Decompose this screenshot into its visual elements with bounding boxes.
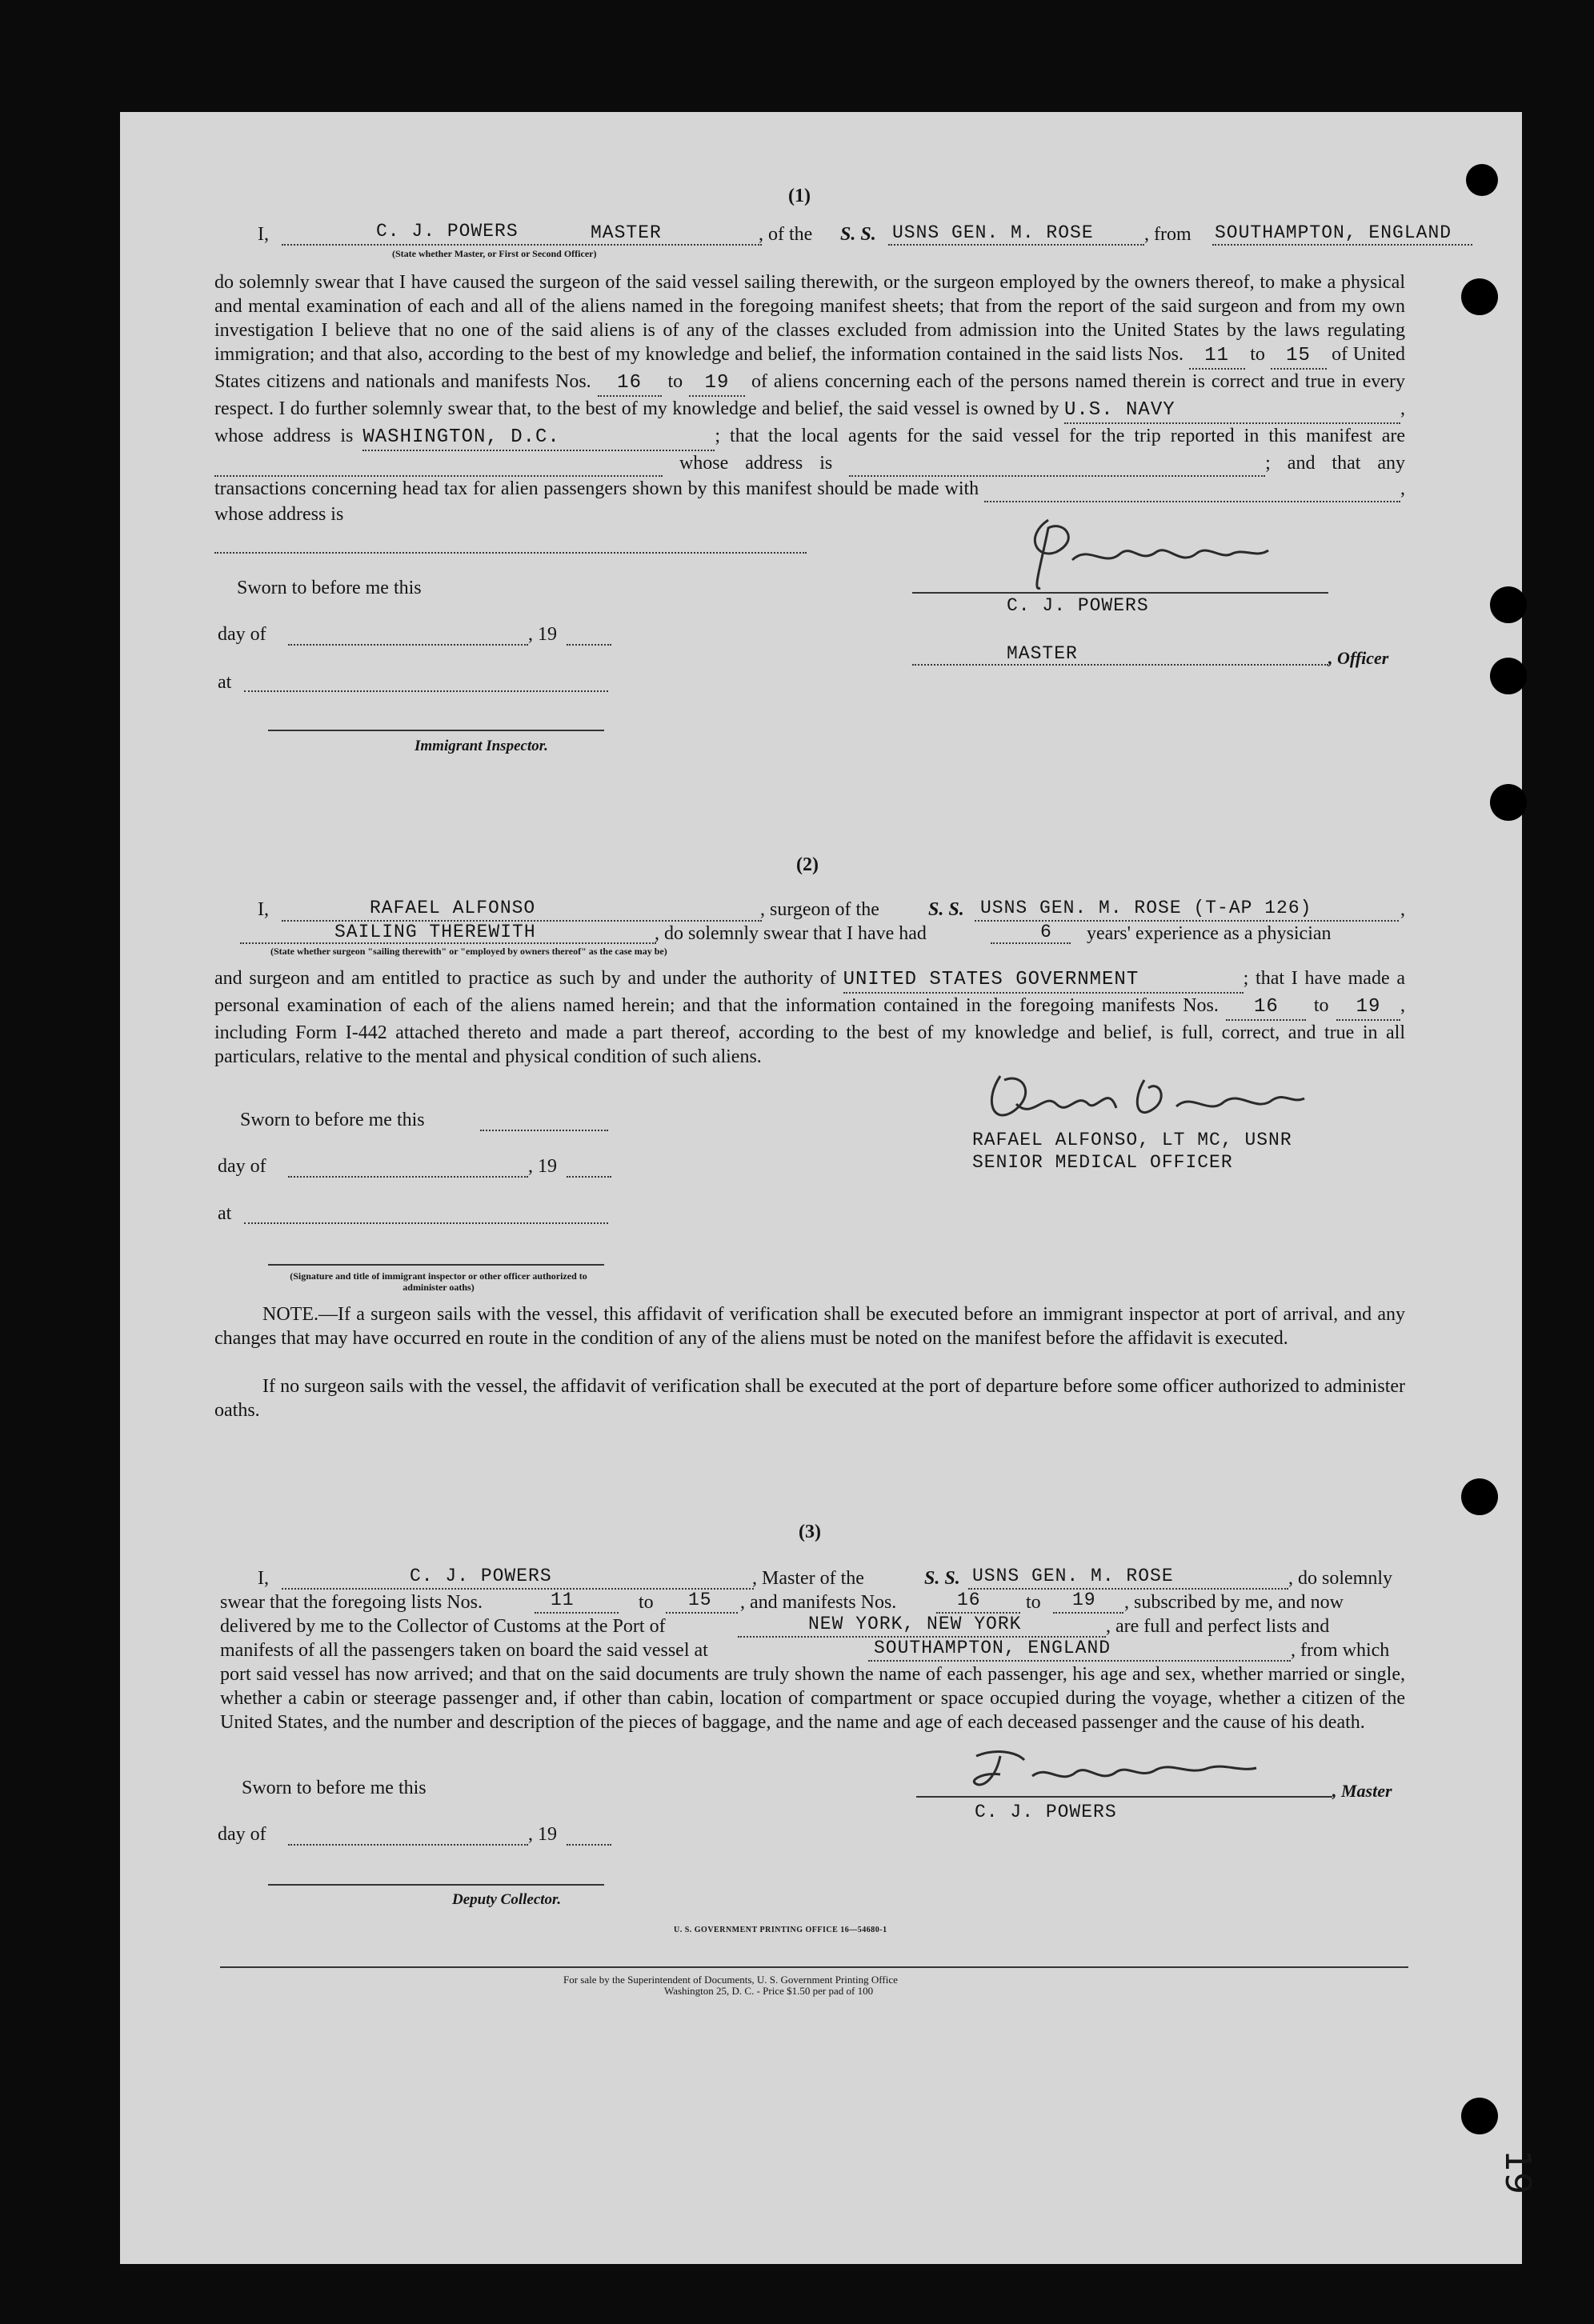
s1-sig-name: C. J. POWERS (1007, 595, 1149, 616)
s1-p4-text: ; and that any transactions concerning head tax for alien passengers shown by this manifest should be made with (214, 453, 1406, 499)
s1-of-the: , of the (759, 224, 813, 245)
s3-ss: S. S. (924, 1568, 960, 1589)
s3-deputy-line (268, 1884, 604, 1886)
s2-paragraph: and surgeon and am entitled to practice as such by and under the authority of UNITED STATES GOVERNMENT ; that I have made a personal examination of each of the aliens named herein; and that the information contained in the foregoing manifests Nos. 16 to 19 , including Form I-442 attached thereto and made a part thereof, according to the best of my knowledge and belief, is full, correct, and true in all particulars, relative to the mental and physical condition of such aliens. (214, 968, 1406, 1067)
s1-at-line (244, 690, 608, 692)
s3-lists-to-line (666, 1612, 738, 1614)
s2-note2-text: If no surgeon sails with the vessel, the affidavit of verification shall be executed at the port of departure before some officer authorized to administer oaths. (214, 1376, 1405, 1421)
s2-day-line (288, 1176, 528, 1178)
s2-authority: UNITED STATES GOVERNMENT (843, 968, 1244, 994)
s1-year-line (567, 644, 611, 646)
punch-hole (1466, 164, 1498, 196)
s3-to-2: to (1026, 1592, 1041, 1613)
footer-rule (220, 1966, 1408, 1968)
margin-page-number: 19 (1497, 2150, 1538, 2194)
s3-19: , 19 (528, 1824, 557, 1845)
s3-p4-text: port said vessel has now arrived; and that on the said documents are truly shown the name of each passenger, his age and sex, whether married or single, whether a cabin or steerage passenger and, if other than cabin, location of compartment or space occupied during the voyage, whether a citizen of the United States, and the number and description of the pieces of baggage, and the name and age of each deceased passenger and the cause of his death. (220, 1664, 1405, 1733)
s3-p2b: , are full and perfect lists and (1106, 1616, 1330, 1637)
s3-day-of: day of (218, 1824, 266, 1845)
punch-hole (1461, 2098, 1498, 2134)
section-2-number: (2) (796, 854, 819, 875)
s3-p3b: , from which (1291, 1640, 1390, 1661)
section-3-number: (3) (799, 1522, 821, 1542)
s3-p3a: manifests of all the passengers taken on board the said vessel at (220, 1640, 708, 1661)
s3-lists-from-line (535, 1612, 619, 1614)
s2-note-2 (214, 1374, 1405, 1422)
s1-lists-to: 15 (1271, 344, 1327, 370)
s2-p2-text: that I have made a personal examination of each of the aliens named herein; and that the information contained in the foregoing manifests Nos. (214, 968, 1406, 1016)
s3-master: , Master (1332, 1781, 1392, 1801)
s3-lists-from: 11 (551, 1590, 575, 1610)
s1-owner-addr: WASHINGTON, D.C. (362, 426, 715, 451)
s3-day-line (288, 1844, 528, 1846)
s2-i: I, (258, 899, 269, 920)
s1-rank-note: (State whether Master, or First or Second Officer) (392, 248, 597, 259)
s2-day-of: day of (218, 1156, 266, 1177)
s3-p1a: swear that the foregoing lists Nos. (220, 1592, 483, 1613)
punch-hole (1490, 784, 1527, 821)
s1-inspector-line (268, 730, 604, 731)
s1-name: C. J. POWERS (376, 221, 519, 242)
s1-owner-addr-label: , whose address is (214, 398, 1405, 446)
s1-to: to (1250, 344, 1265, 365)
s2-inspector-line (268, 1264, 604, 1266)
s3-master-of: , Master of the (752, 1568, 864, 1589)
s1-p2a-text: of United States citizens and nationals and manifests Nos. (214, 344, 1406, 392)
s3-port: NEW YORK, NEW YORK (808, 1614, 1022, 1634)
s1-port: SOUTHAMPTON, ENGLAND (1215, 222, 1452, 243)
s1-ship: USNS GEN. M. ROSE (892, 222, 1094, 243)
s3-sig-line (916, 1796, 1332, 1798)
s2-note (214, 1302, 1405, 1350)
s2-sig-line-2: SENIOR MEDICAL OFFICER (972, 1152, 1233, 1173)
s3-to: to (639, 1592, 654, 1613)
punch-hole (1490, 658, 1527, 694)
s1-ss: S. S. (840, 224, 876, 245)
s2-ship: USNS GEN. M. ROSE (T-AP 126) (980, 898, 1312, 918)
s1-signature (992, 504, 1296, 600)
s1-paragraph-1: do solemnly swear that I have caused the surgeon of the said vessel sailing therewith, or the surgeon employed by the owners thereof, to make a physical and mental examination of each and all of the aliens named in the foregoing manifest sheets; that from the report of the said surgeon and from my own investigation I believe that no one of the said aliens is of any of the classes excluded from admission into the United States by the laws regulating immigration; and that also, according to the best of my knowledge and belief, the information contained in the said lists Nos. 11 to 15 of United States citizens and nationals and manifests Nos. 16 to 19 of aliens concerning each of the persons named therein is correct and true in every respect. I do further solemnly swear that, to the best of my knowledge and belief, the said vessel is owned by U.S. NAVY , whose address is WASHINGTON, D.C. ; that the local agents for the said vessel for the trip reported in this manifest are whose address is ; and that any transactions concerning head tax for alien passengers shown by this manifest should be made with , whose address is (214, 272, 1406, 525)
s2-sworn-line (480, 1130, 608, 1131)
s2-p1-text: and surgeon and am entitled to practice as such by and under the authority of (214, 968, 836, 989)
s2-years-exp: years' experience as a physician (1087, 923, 1332, 944)
s2-19: , 19 (528, 1156, 557, 1177)
s1-inspector: Immigrant Inspector. (415, 738, 548, 754)
s2-at: at (218, 1203, 232, 1224)
s2-p3-text: , including Form I-442 attached thereto and made a part thereof, according to the best of my knowledge and belief, is full, correct, and true in all particulars, relative to the mental and physical condition of such aliens. (214, 995, 1406, 1067)
s3-paragraph (220, 1662, 1405, 1734)
s2-comma: , (1400, 899, 1405, 920)
s1-lists-from: 11 (1189, 344, 1245, 370)
s3-ship: USNS GEN. M. ROSE (972, 1566, 1174, 1586)
s1-extra-line (214, 552, 807, 554)
s1-rank: MASTER (591, 222, 662, 243)
s3-i: I, (258, 1568, 269, 1589)
s2-sailing-note: (State whether surgeon "sailing therewith" or "employed by owners thereof" as the case may be) (270, 946, 667, 957)
s1-19: , 19 (528, 624, 557, 645)
s2-sworn: Sworn to before me this (240, 1110, 425, 1130)
s2-ss: S. S. (928, 899, 964, 920)
s2-years: 6 (1040, 922, 1052, 942)
s3-name: C. J. POWERS (410, 1566, 552, 1586)
footer-sale-2: Washington 25, D. C. - Price $1.50 per pad of 100 (664, 1985, 874, 1997)
s2-man-from: 16 (1226, 995, 1306, 1021)
s1-officer: , Officer (1328, 648, 1389, 668)
s3-p1b: , and manifests Nos. (740, 1592, 897, 1613)
s1-man-to: 19 (689, 371, 745, 397)
punch-hole (1490, 586, 1527, 623)
s2-at-line (244, 1222, 608, 1224)
s1-p4-end: , whose address is (214, 478, 1406, 525)
s1-p3-text: that the local agents for the said vessel for the trip reported in this manifest are (730, 426, 1406, 446)
s3-from-port-line (868, 1660, 1291, 1662)
s1-day-line (288, 644, 528, 646)
s2-note-text: NOTE.—If a surgeon sails with the vessel, this affidavit of verification shall be executed before an immigrant inspector at port of arrival, and any changes that may have occurred en route in the condition of any of the aliens must be noted on the manifest before the affidavit is executed. (214, 1304, 1405, 1349)
s2-to: to (1313, 995, 1329, 1016)
s2-year-line (567, 1176, 611, 1178)
section-1-number: (1) (788, 186, 811, 206)
s2-sailing: SAILING THEREWITH (334, 922, 536, 942)
s3-year-line (567, 1844, 611, 1846)
s3-name-line (282, 1588, 754, 1590)
s2-swear: , do solemnly swear that I have had (655, 923, 927, 944)
s2-name: RAFAEL ALFONSO (370, 898, 536, 918)
s2-surgeon-of: , surgeon of the (760, 899, 879, 920)
s2-signature (968, 1060, 1312, 1132)
s3-lists-to: 15 (688, 1590, 712, 1610)
punch-hole (1461, 278, 1498, 315)
s3-from-port: SOUTHAMPTON, ENGLAND (874, 1638, 1111, 1658)
s3-p2a: delivered by me to the Collector of Customs at the Port of (220, 1616, 666, 1637)
s1-name-line (282, 244, 762, 246)
s1-sworn: Sworn to before me this (237, 578, 422, 598)
s1-from: , from (1144, 224, 1191, 245)
s3-signature (960, 1736, 1296, 1800)
s1-day-of: day of (218, 624, 266, 645)
s3-do-swear: , do solemnly (1288, 1568, 1392, 1589)
s3-sworn: Sworn to before me this (242, 1778, 427, 1798)
s2-years-line (991, 942, 1071, 944)
s1-i: I, (258, 224, 269, 245)
s3-sig-name: C. J. POWERS (975, 1802, 1117, 1822)
s3-ship-line (968, 1588, 1288, 1590)
s1-owner: U.S. NAVY (1064, 398, 1400, 424)
s1-sig-rank: MASTER (1007, 643, 1078, 664)
s1-at: at (218, 672, 232, 693)
s2-sig-line-1: RAFAEL ALFONSO, LT MC, USNR (972, 1130, 1292, 1150)
s3-p1c: , subscribed by me, and now (1124, 1592, 1344, 1613)
footer-sale-1: For sale by the Superintendent of Documents, U. S. Government Printing Office (563, 1974, 898, 1986)
s3-deputy: Deputy Collector. (452, 1891, 562, 1908)
s1-officer-line (912, 664, 1328, 666)
s1-to-2: to (667, 371, 683, 392)
s1-p1-text: do solemnly swear that I have caused the surgeon of the said vessel sailing therewith, or the surgeon employed by the owners thereof, to make a physical and mental examination of each and all of the aliens named in the foregoing manifest sheets; that from the report of the said surgeon and from my own investigation I believe that no one of the said aliens is of any of the classes excluded from admission into the United States by the laws regulating immigration; and that also, according to the best of my knowledge and belief, the information contained in the said lists Nos. (214, 272, 1405, 365)
s1-man-from: 16 (598, 371, 662, 397)
s2-man-to: 19 (1336, 995, 1400, 1021)
s3-man-to-line (1053, 1612, 1123, 1614)
punch-hole (1461, 1478, 1498, 1515)
s1-whose-addr: whose address is (679, 453, 833, 474)
gpo-imprint: U. S. GOVERNMENT PRINTING OFFICE 16—54680-1 (674, 1926, 887, 1934)
s3-man-from: 16 (957, 1590, 981, 1610)
s3-man-to: 19 (1072, 1590, 1096, 1610)
s2-inspector-note: (Signature and title of immigrant inspector or other officer authorized to administer oaths) (290, 1270, 587, 1293)
s1-p2b-text: of aliens concerning each of the persons named therein is correct and true in every respect. I do further solemnly swear that, to the best of my knowledge and belief, the said vessel is owned by (214, 371, 1405, 419)
